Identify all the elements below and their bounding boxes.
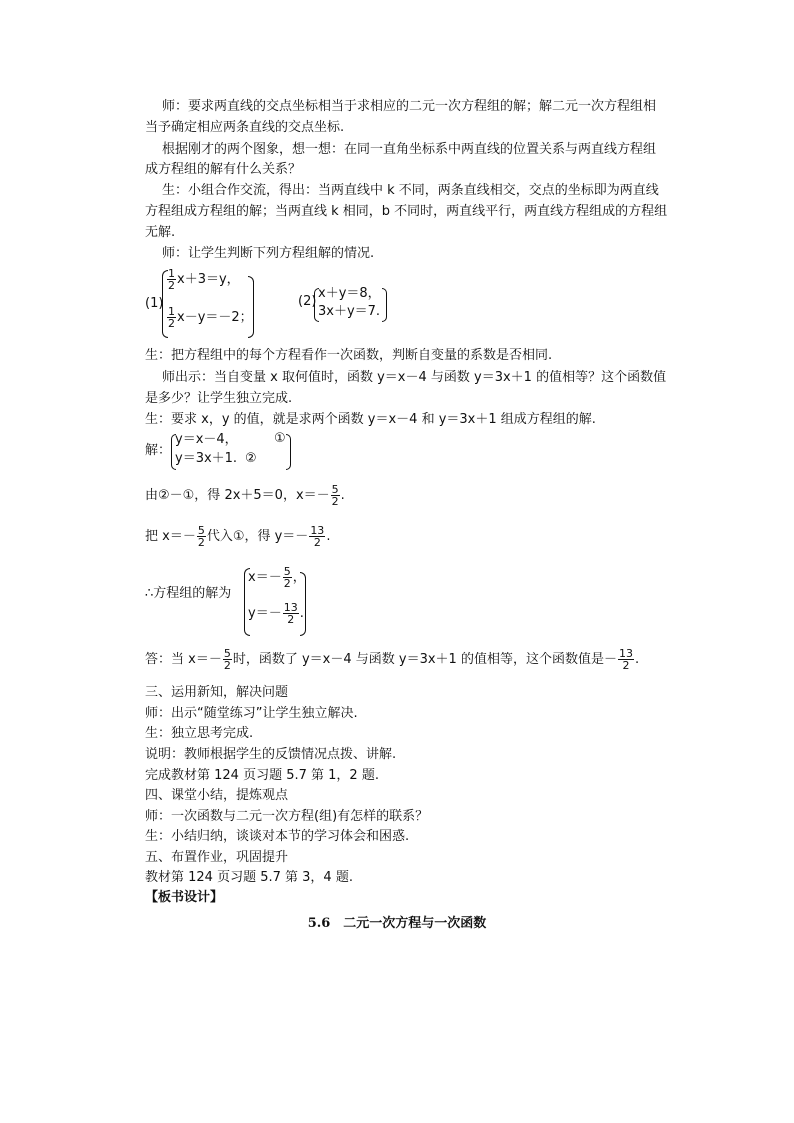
section-heading: 四、课堂小结，提炼观点 xyxy=(145,788,289,803)
fraction: $\frac{1}{2}$ xyxy=(168,267,175,292)
paragraph-line: 当予确定相应两条直线的交点坐标. xyxy=(145,120,345,135)
fraction: $\frac{5}{2}$ xyxy=(223,647,231,672)
paragraph-line: 无解. xyxy=(145,225,176,240)
equation-line: ∴方程组的解为 xyxy=(145,586,232,601)
answer-line: 答：当 x＝－ $\frac{5}{2}$ 时，函数了 y＝x－4 与函数 y＝3x＋1 的值相等，这个函数值是－ $\frac{13}{2}$ . xyxy=(145,647,640,672)
equation-line: 把 x＝－ $\frac{5}{2}$ 代入①，得 y＝－ $\frac{13}{2}$ . xyxy=(145,524,331,549)
board-design-heading: 【板书设计】 xyxy=(145,890,224,905)
section-heading: 三、运用新知，解决问题 xyxy=(145,685,289,700)
fraction: $\frac{5}{2}$ xyxy=(197,524,205,549)
paragraph-line: 生：小组合作交流，得出：当两直线中 k 不同，两条直线相交，交点的坐标即为两直线 xyxy=(162,183,659,198)
fraction: $\frac{13}{2}$ xyxy=(310,524,325,549)
equation-line: $\frac{1}{2}$ x－y＝－2； xyxy=(168,305,253,330)
paragraph-line: 师：要求两直线的交点坐标相当于求相应的二元一次方程组的解；解二元一次方程组相 xyxy=(162,99,657,114)
fraction: $\frac{5}{2}$ xyxy=(331,483,339,508)
paragraph-line: 完成教材第 124 页习题 5.7 第 1，2 题. xyxy=(145,768,379,783)
right-brace xyxy=(300,572,306,636)
paragraph-line: 是多少？让学生独立完成. xyxy=(145,391,293,406)
right-brace xyxy=(286,434,291,470)
paragraph-line: 生：独立思考完成. xyxy=(145,726,254,741)
paragraph-line: 师：一次函数与二元一次方程(组)有怎样的联系？ xyxy=(145,809,429,824)
board-title: 5.6 二元一次方程与一次函数 xyxy=(307,916,487,931)
paragraph-line: 根据刚才的两个图象，想一想：在同一直角坐标系中两直线的位置关系与两直线方程组 xyxy=(162,142,657,157)
paragraph-line: 生：小结归纳，谈谈对本节的学习体会和困惑. xyxy=(145,829,410,844)
equation-line: y＝3x＋1. xyxy=(175,451,238,466)
paragraph-line: 成方程组的解有什么关系？ xyxy=(145,162,302,177)
paragraph-line: 师：让学生判断下列方程组解的情况. xyxy=(162,246,375,261)
equation-line: x＋y＝8， xyxy=(318,286,381,301)
fraction: $\frac{5}{2}$ xyxy=(283,565,291,590)
equation-marker: ② xyxy=(245,451,257,466)
paragraph-line: 说明：教师根据学生的反馈情况点拨、讲解. xyxy=(145,747,397,762)
fraction: $\frac{13}{2}$ xyxy=(283,601,298,626)
paragraph-line: 教材第 124 页习题 5.7 第 3，4 题. xyxy=(145,870,353,885)
section-heading: 五、布置作业，巩固提升 xyxy=(145,850,289,865)
equation-line: y＝x－4， xyxy=(175,432,238,447)
paragraph-line: 生：要求 x，y 的值，就是求两个函数 y＝x－4 和 y＝3x＋1 组成方程组的解. xyxy=(145,412,596,427)
paragraph-line: 师：出示“随堂练习”让学生独立解决. xyxy=(145,706,358,721)
paragraph-line: 师出示：当自变量 x 取何值时，函数 y＝x－4 与函数 y＝3x＋1 的值相等？这个函数值 xyxy=(162,370,667,385)
fraction: $\frac{13}{2}$ xyxy=(618,647,633,672)
equation-line: $\frac{1}{2}$ x＋3＝y， xyxy=(168,267,240,292)
system-label: (1) xyxy=(145,296,164,311)
equation-line: 由②－①，得 2x＋5＝0，x＝－ $\frac{5}{2}$ . xyxy=(145,483,345,508)
paragraph-line: 生：把方程组中的每个方程看作一次函数，判断自变量的系数是否相同. xyxy=(145,348,553,363)
solution-label: 解： xyxy=(145,443,172,458)
right-brace xyxy=(382,288,387,322)
system-label: (2) xyxy=(298,294,317,309)
fraction: $\frac{1}{2}$ xyxy=(168,305,175,330)
right-brace xyxy=(248,276,254,338)
equation-line: x＝－ $\frac{5}{2}$ ， xyxy=(248,565,306,590)
equation-marker: ① xyxy=(274,431,286,446)
equation-line: y＝－ $\frac{13}{2}$ . xyxy=(248,601,304,626)
paragraph-line: 方程组成方程组的解；当两直线 k 相同，b 不同时，两直线平行，两直线方程组成的方程组 xyxy=(145,204,668,219)
equation-line: 3x＋y＝7. xyxy=(318,304,381,319)
